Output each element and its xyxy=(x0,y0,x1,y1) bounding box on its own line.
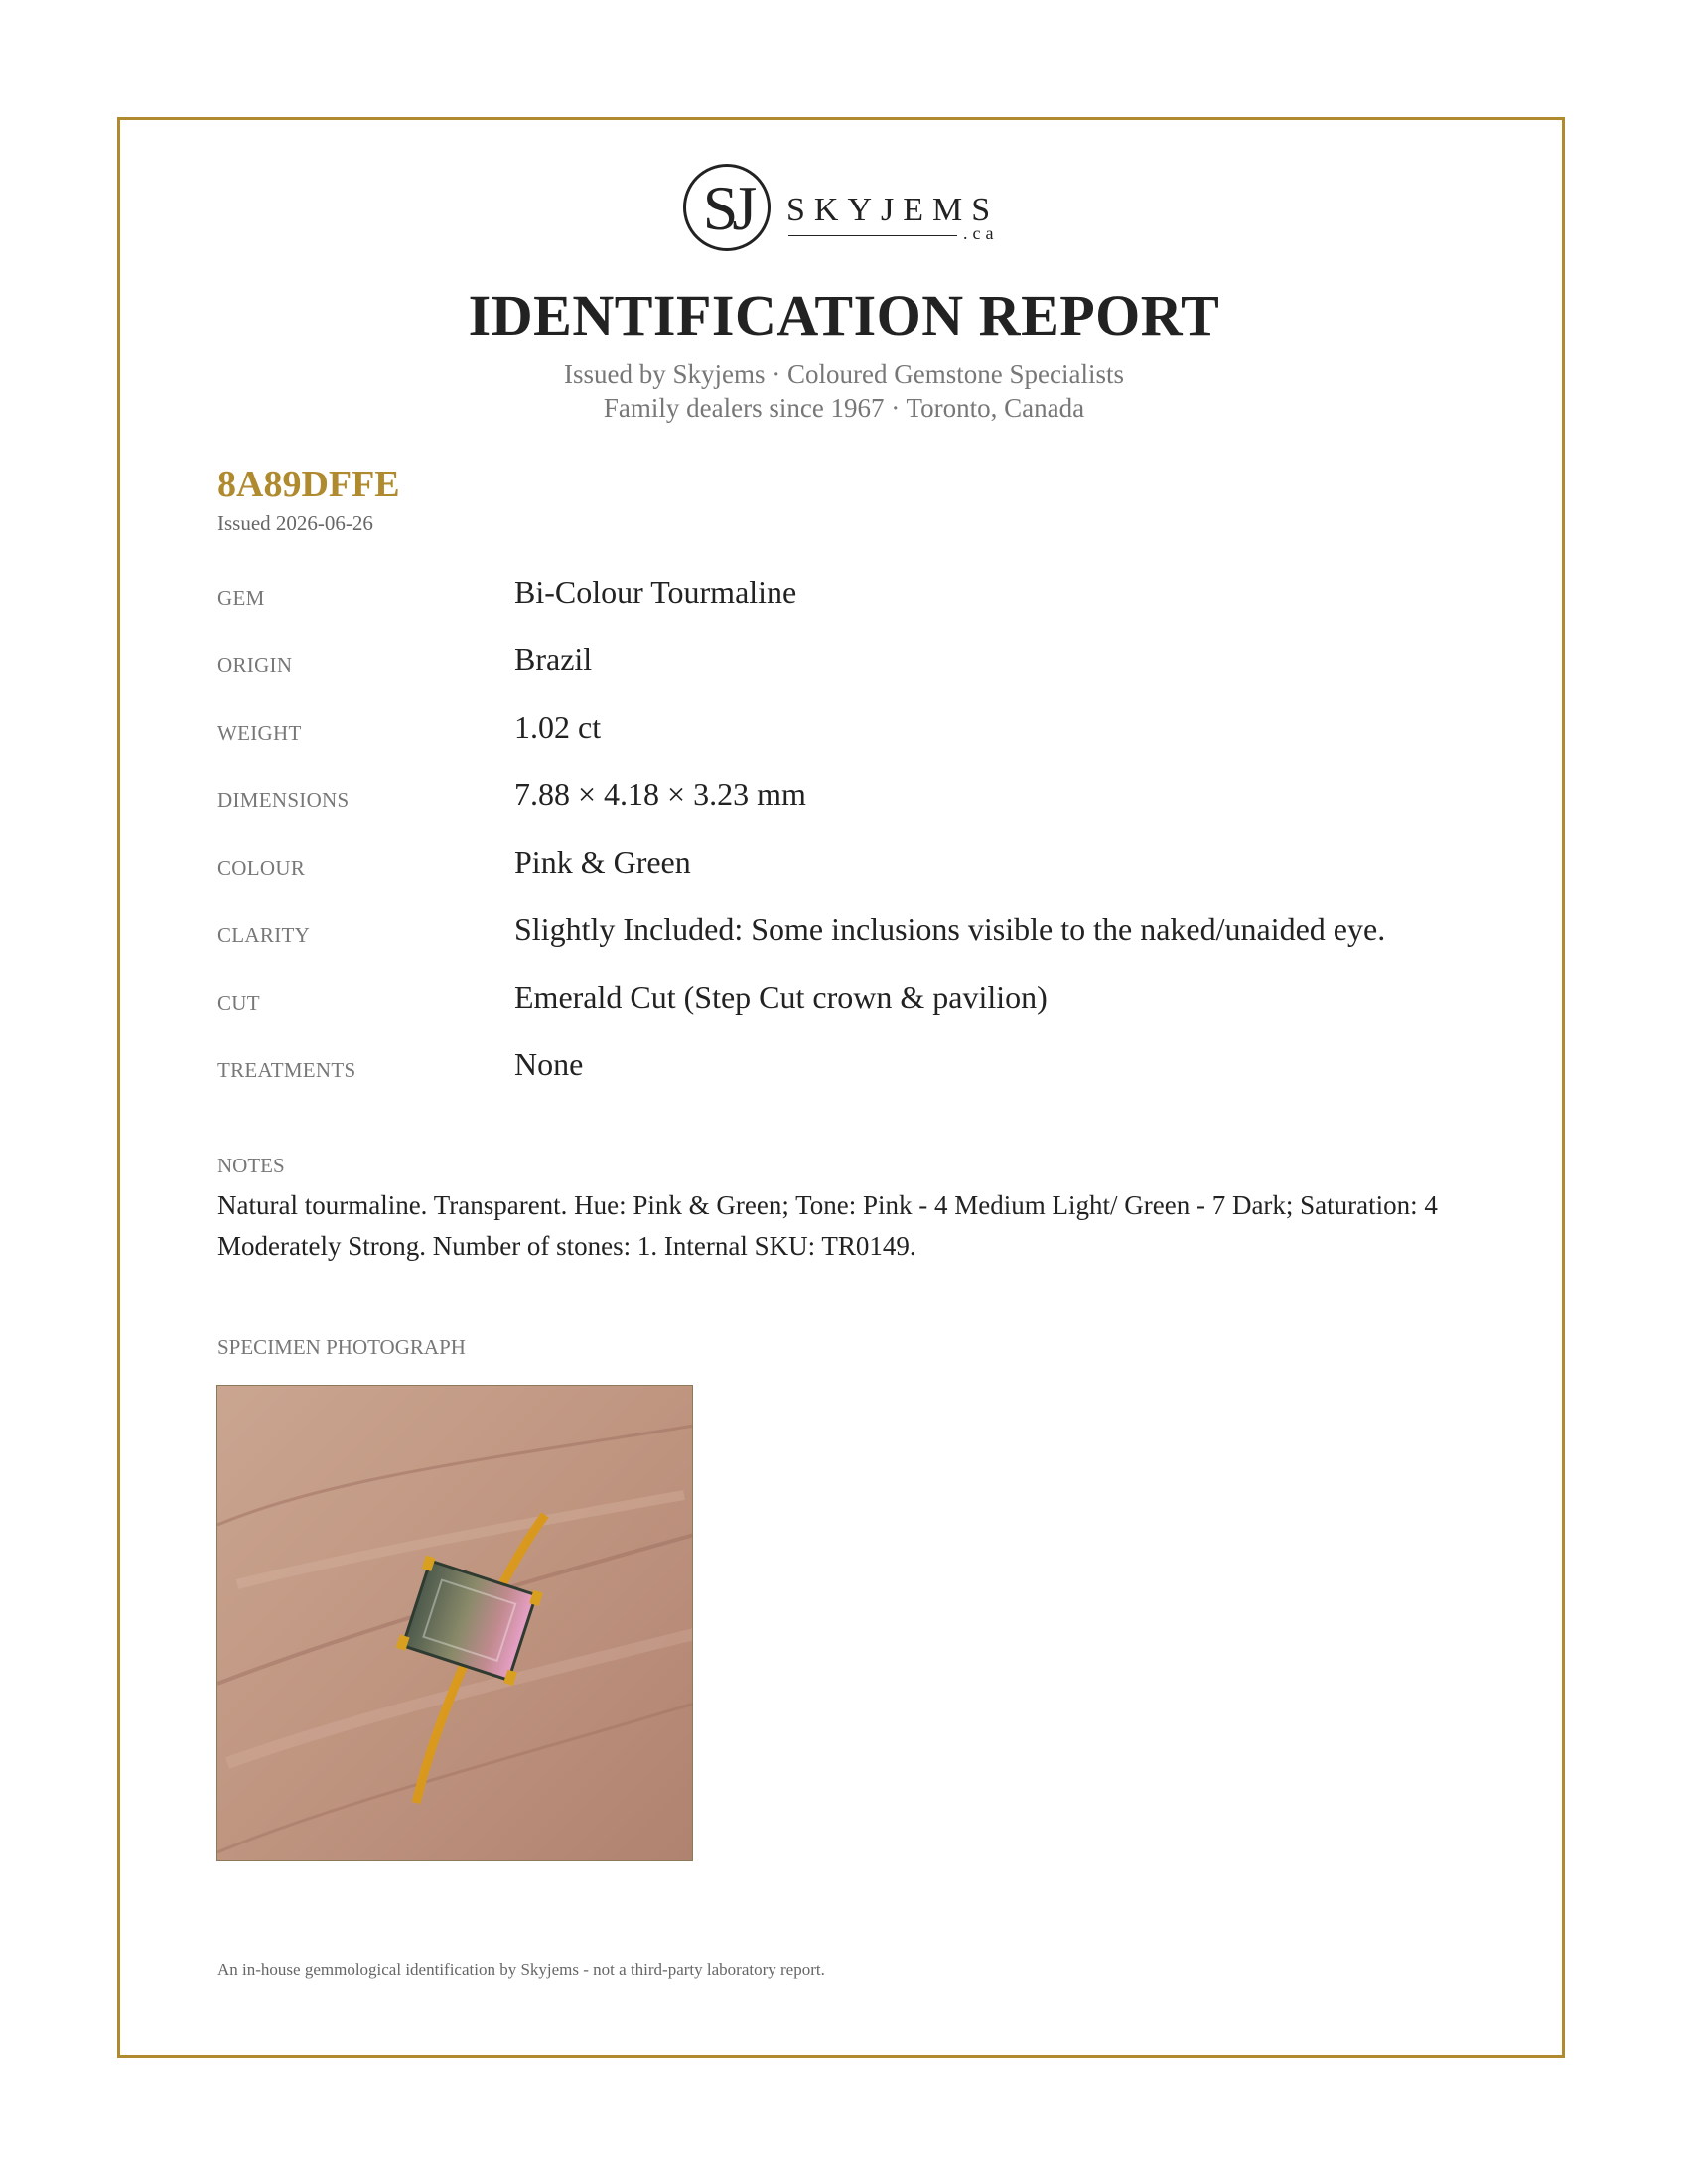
field-label-dimensions: DIMENSIONS xyxy=(217,788,350,812)
notes-text: Natural tourmaline. Transparent. Hue: Pink & Green; Tone: Pink - 4 Medium Light/ Green - 7 Dark; Saturation: 4 Moderately Strong. Number of stones: 1. Internal SKU: TR0149. xyxy=(217,1190,1438,1261)
logo-monogram-ring xyxy=(683,164,771,251)
field-label-origin: ORIGIN xyxy=(217,653,293,677)
specimen-photograph xyxy=(216,1385,693,1861)
field-label-colour: COLOUR xyxy=(217,856,306,880)
field-label-cut: CUT xyxy=(217,991,260,1015)
dealer-location-line: Family dealers since 1967 · Toronto, Canada xyxy=(603,393,1085,423)
field-value-weight: 1.02 ct xyxy=(514,709,602,745)
photo-label: SPECIMEN PHOTOGRAPH xyxy=(217,1335,466,1359)
field-value-treatments: None xyxy=(514,1046,584,1082)
logo-underline xyxy=(788,235,957,236)
issuer-line: Issued by Skyjems · Coloured Gemstone Specialists xyxy=(564,359,1124,389)
field-label-treatments: TREATMENTS xyxy=(217,1058,356,1082)
logo-monogram: SJ xyxy=(702,173,752,243)
field-value-gem: Bi-Colour Tourmaline xyxy=(514,574,797,610)
field-label-clarity: CLARITY xyxy=(217,923,311,947)
notes-label: NOTES xyxy=(217,1154,285,1177)
field-value-dimensions: 7.88 × 4.18 × 3.23 mm xyxy=(514,776,806,812)
field-value-origin: Brazil xyxy=(514,641,593,677)
field-value-cut: Emerald Cut (Step Cut crown & pavilion) xyxy=(514,979,1048,1015)
logo-wordmark: SKYJEMS xyxy=(786,192,1000,228)
field-value-colour: Pink & Green xyxy=(514,844,691,880)
report-id: 8A89DFFE xyxy=(217,464,400,505)
field-label-weight: WEIGHT xyxy=(217,721,302,745)
issue-date: Issued 2026-06-26 xyxy=(217,511,373,535)
field-value-clarity: Slightly Included: Some inclusions visible to the naked/unaided eye. xyxy=(514,911,1386,947)
skyjems-logo xyxy=(683,164,1017,261)
field-label-gem: GEM xyxy=(217,586,265,610)
report-title: IDENTIFICATION REPORT xyxy=(468,283,1220,347)
logo-domain-suffix: .ca xyxy=(963,223,999,243)
disclaimer-footer: An in-house gemmological identification by Skyjems - not a third-party laboratory report. xyxy=(217,1960,825,1979)
